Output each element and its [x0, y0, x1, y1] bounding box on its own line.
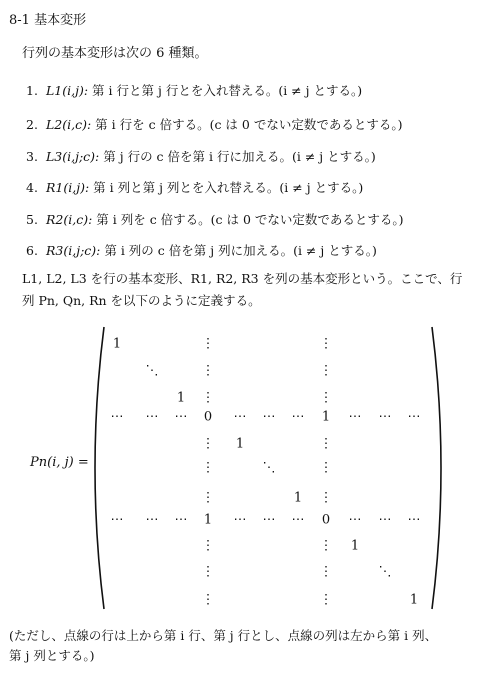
matrix-vdots: ⋮ [319, 390, 333, 406]
matrix-one: 1 [176, 390, 186, 406]
matrix-vdots: ⋮ [319, 592, 333, 608]
matrix-one: 1 [293, 490, 303, 506]
matrix-hdots: ⋯ [348, 409, 362, 425]
operation-text: 第 i 行と第 j 行とを入れ替える。(i ≠ j とする。) [92, 83, 363, 98]
matrix-hdots: ⋯ [145, 409, 159, 425]
matrix-one: 1 [235, 436, 245, 452]
operation-text: 第 i 列の c 倍を第 j 列に加える。(i ≠ j とする。) [104, 243, 377, 258]
matrix-vdots: ⋮ [201, 564, 215, 580]
matrix-hdots: ⋯ [407, 409, 421, 425]
matrix-hdots: ⋯ [233, 409, 247, 425]
matrix-ddots: ⋱ [145, 363, 159, 379]
matrix-hdots: ⋯ [291, 512, 305, 528]
operation-name: L3(i,j;c): [45, 149, 100, 164]
operation-number: 2. [26, 117, 38, 132]
left-paren [95, 327, 104, 609]
matrix-vdots: ⋮ [319, 363, 333, 379]
matrix-one: 1 [409, 592, 419, 608]
matrix-one: 1 [203, 512, 213, 528]
matrix-vdots: ⋮ [201, 460, 215, 476]
matrix-vdots: ⋮ [201, 363, 215, 379]
matrix-hdots: ⋯ [145, 512, 159, 528]
matrix-hdots: ⋯ [407, 512, 421, 528]
matrix-vdots: ⋮ [201, 390, 215, 406]
operation-number: 1. [26, 83, 38, 98]
matrix-hdots: ⋯ [378, 512, 392, 528]
operation-name: L2(i,c): [45, 117, 92, 132]
matrix-vdots: ⋮ [319, 460, 333, 476]
matrix-zero: 0 [203, 409, 213, 425]
matrix-hdots: ⋯ [174, 409, 188, 425]
operation-text: 第 i 行を c 倍する。(c は 0 でない定数であるとする。) [95, 117, 403, 132]
matrix-vdots: ⋮ [319, 336, 333, 352]
matrix-hdots: ⋯ [110, 512, 124, 528]
matrix-hdots: ⋯ [174, 512, 188, 528]
matrix-hdots: ⋯ [291, 409, 305, 425]
operation-text: 第 i 列と第 j 列とを入れ替える。(i ≠ j とする。) [93, 180, 364, 195]
matrix-hdots: ⋯ [378, 409, 392, 425]
matrix-zero: 0 [321, 512, 331, 528]
matrix-hdots: ⋯ [262, 409, 276, 425]
footnote [9, 626, 471, 666]
matrix-hdots: ⋯ [110, 409, 124, 425]
matrix-one: 1 [321, 409, 331, 425]
matrix-hdots: ⋯ [233, 512, 247, 528]
matrix-lhs: Pn(i, j) = [30, 455, 89, 470]
matrix-one: 1 [112, 336, 122, 352]
footnote-line: 第 j 列とする。) [9, 648, 95, 663]
operation-number: 3. [26, 149, 38, 164]
matrix-vdots: ⋮ [201, 436, 215, 452]
matrix-vdots: ⋮ [201, 592, 215, 608]
operation-name: R3(i,j;c): [45, 243, 101, 258]
definition-line: 列 Pn, Qn, Rn を以下のように定義する。 [22, 293, 261, 308]
matrix-hdots: ⋯ [348, 512, 362, 528]
operation-name: R1(i,j): [45, 180, 90, 195]
operation-number: 6. [26, 243, 38, 258]
footnote-line: (ただし、点線の行は上から第 i 行、第 j 行とし、点線の列は左から第 i 列、 [9, 628, 438, 643]
matrix-vdots: ⋮ [319, 436, 333, 452]
operation-number: 4. [26, 180, 38, 195]
matrix-vdots: ⋮ [319, 538, 333, 554]
matrix-ddots: ⋱ [262, 460, 276, 476]
matrix-vdots: ⋮ [201, 538, 215, 554]
matrix-ddots: ⋱ [378, 564, 392, 580]
operation-name: R2(i,c): [45, 212, 93, 227]
matrix-vdots: ⋮ [201, 336, 215, 352]
matrix-one: 1 [350, 538, 360, 554]
operation-number: 5. [26, 212, 38, 227]
matrix-vdots: ⋮ [319, 490, 333, 506]
right-paren [432, 327, 441, 609]
matrix-hdots: ⋯ [262, 512, 276, 528]
operation-text: 第 i 列を c 倍する。(c は 0 でない定数であるとする。) [96, 212, 404, 227]
matrix-vdots: ⋮ [319, 564, 333, 580]
operation-name: L1(i,j): [45, 83, 89, 98]
operation-text: 第 j 行の c 倍を第 i 行に加える。(i ≠ j とする。) [103, 149, 376, 164]
section-title: 8-1 基本変形 [9, 13, 87, 28]
definition-line: L1, L2, L3 を行の基本変形、R1, R2, R3 を列の基本変形という。ここで、行 [22, 271, 463, 286]
intro-text: 行列の基本変形は次の 6 種類。 [22, 46, 208, 61]
matrix-vdots: ⋮ [201, 490, 215, 506]
